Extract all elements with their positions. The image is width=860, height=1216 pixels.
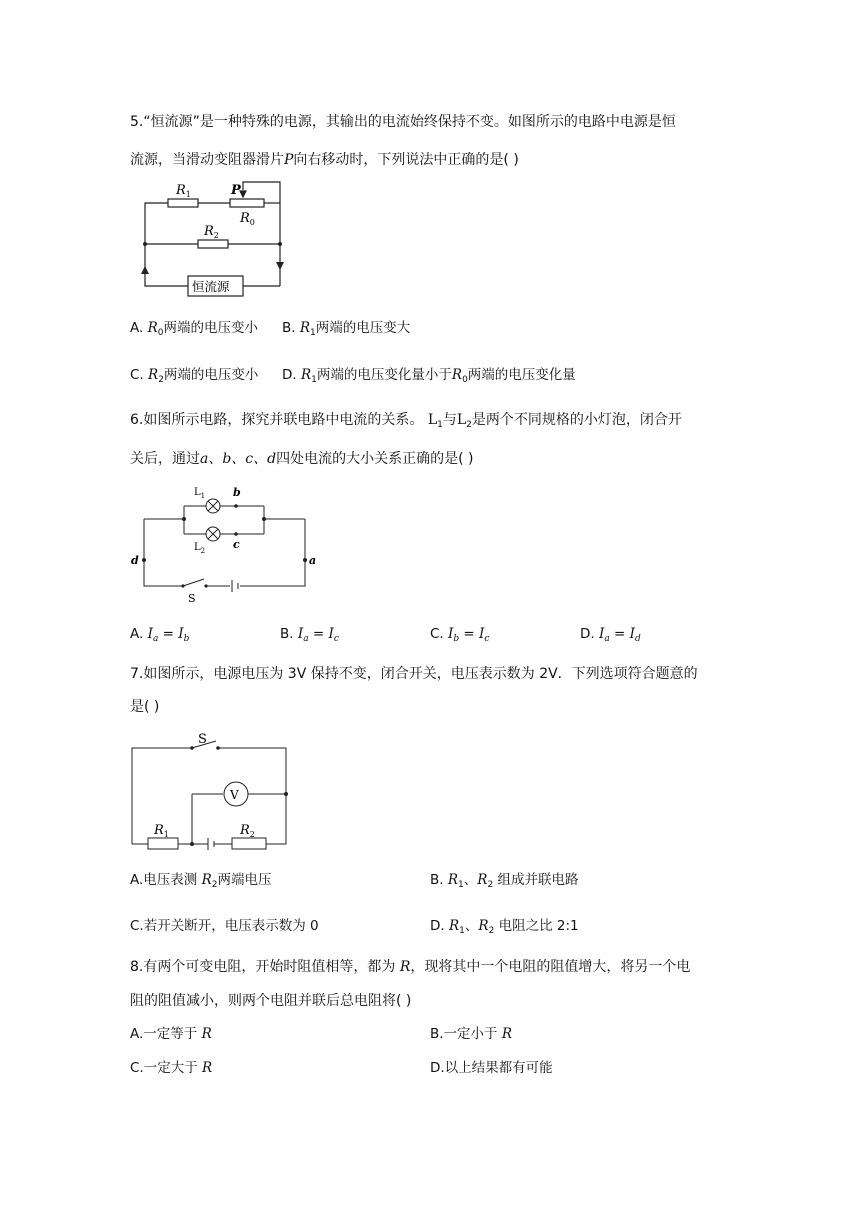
q5-option-d[interactable]: D. $R_1$两端的电压变化量小于$R_0$两端的电压变化量 (282, 367, 576, 385)
q6-label-d: d (131, 554, 139, 567)
q6-circuit-figure (128, 482, 328, 605)
q5-label-p: P (231, 183, 241, 198)
q6-label-c: c (233, 538, 240, 551)
q6-option-c[interactable]: C. $I_b = I_c$ (430, 626, 490, 644)
q7-stem-line1: 7.如图所示，电源电压为 3V 保持不变，闭合开关，电压表示数为 2V．下列选项符合题意的 (130, 666, 698, 682)
q5-label-r1: $R_1$ (176, 183, 191, 199)
q8-option-b[interactable]: B.一定小于 R (430, 1026, 513, 1042)
q6-stem-line2: 关后，通过a、b、c、d四处电流的大小关系正确的是( ) (130, 451, 474, 467)
q5-r1-resistor (168, 199, 198, 207)
q5-stem-line1: 5.“恒流源”是一种特殊的电源，其输出的电流始终保持不变。如图所示的电路中电源是恒 (130, 114, 676, 130)
q7-option-b[interactable]: B. $R_1$、$R_2$ 组成并联电路 (430, 872, 579, 890)
q6-label-l2: $L_2$ (194, 542, 206, 555)
q5-option-a[interactable]: A. $R_0$两端的电压变小 (130, 320, 258, 338)
q5-label-source: 恒流源 (192, 279, 230, 294)
q5-arrow-up-icon (141, 266, 149, 274)
q5-r2-resistor (198, 240, 228, 248)
q8-option-d[interactable]: D.以上结果都有可能 (430, 1060, 553, 1076)
q5-circuit-figure (138, 178, 288, 293)
q6-option-a[interactable]: A. $I_a = I_b$ (130, 626, 190, 644)
q8-stem-line1: 8.有两个可变电阻，开始时阻值相等，都为 R，现将其中一个电阻的阻值增大，将另一个电 (130, 959, 691, 975)
q6-label-a: a (309, 554, 317, 567)
q6-label-s: S (188, 592, 196, 605)
q5-label-r2: $R_2$ (204, 224, 219, 240)
q5-option-b[interactable]: B. $R_1$两端的电压变大 (282, 320, 411, 338)
q6-option-b[interactable]: B. $I_a = I_c$ (280, 626, 339, 644)
q6-stem-line1: 6.如图所示电路，探究并联电路中电流的关系。 $L_1$与$L_2$是两个不同规格的小灯泡，闭合开 (130, 412, 682, 430)
q5-label-r0: $R_0$ (240, 211, 255, 227)
q7-option-c[interactable]: C.若开关断开，电压表示数为 0 (130, 918, 319, 934)
q7-option-d[interactable]: D. $R_1$、$R_2$ 电阻之比 2:1 (430, 918, 579, 936)
q5-stem-line2: 流源，当滑动变阻器滑片P向右移动时，下列说法中正确的是( ) (130, 152, 519, 168)
q5-r0-rheostat (230, 199, 264, 207)
q7-circuit-figure (128, 728, 293, 853)
q6-label-l1: $L_1$ (194, 487, 206, 500)
q7-r1-resistor (148, 838, 178, 849)
q8-option-c[interactable]: C.一定大于 R (130, 1060, 213, 1076)
q7-label-r1: $R_1$ (154, 823, 169, 839)
q7-stem-line2: 是( ) (130, 699, 160, 715)
q6-label-b: b (233, 486, 241, 499)
q7-r2-resistor (232, 838, 266, 849)
q6-option-d[interactable]: D. $I_a = I_d$ (580, 626, 641, 644)
q7-label-r2: $R_2$ (240, 823, 255, 839)
q5-option-c[interactable]: C. $R_2$两端的电压变小 (130, 367, 259, 385)
q5-arrow-down-icon (276, 262, 284, 270)
q8-option-a[interactable]: A.一定等于 R (130, 1026, 212, 1042)
q7-option-a[interactable]: A.电压表测 $R_2$两端电压 (130, 872, 272, 890)
q8-stem-line2: 阻的阻值减小，则两个电阻并联后总电阻将( ) (130, 993, 412, 1009)
q7-label-v: V (230, 788, 239, 802)
q7-label-s: S (198, 732, 207, 747)
